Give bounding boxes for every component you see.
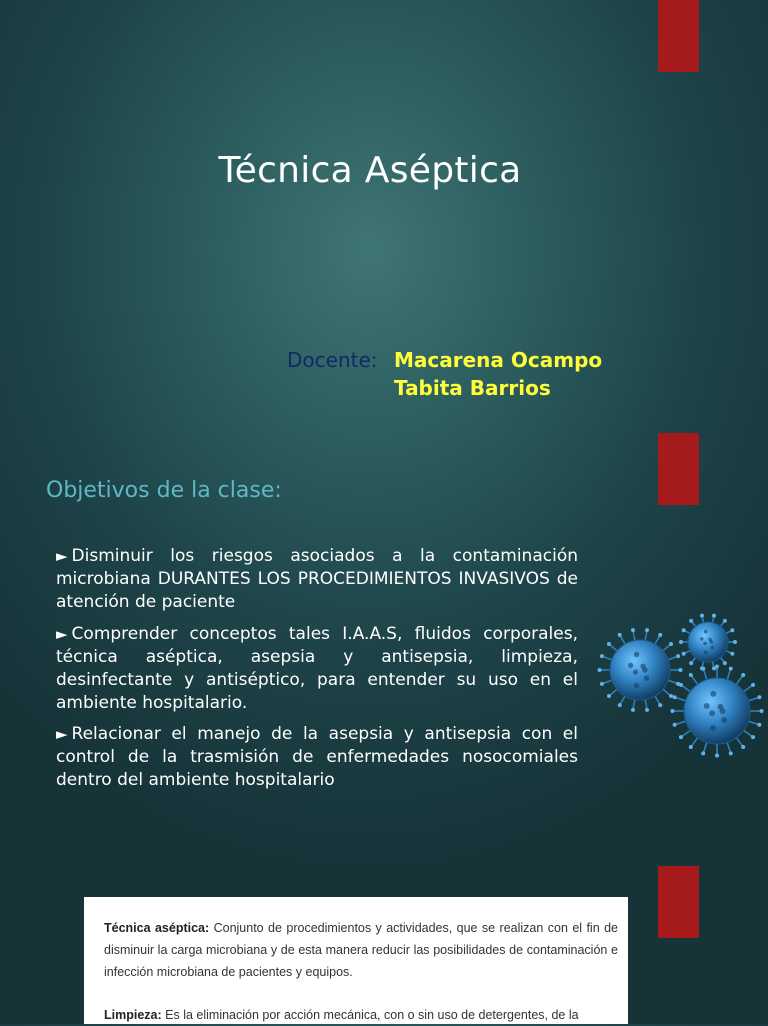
- docente-name: Macarena Ocampo: [394, 348, 603, 372]
- virus-icon: [598, 628, 683, 712]
- virus-icon: [670, 664, 763, 757]
- bullet-arrow-icon: ►: [56, 547, 68, 565]
- objective-item: [56, 723, 578, 792]
- bullet-arrow-icon: ►: [56, 625, 68, 643]
- docente-name: Tabita Barrios: [394, 376, 551, 400]
- bullet-arrow-icon: ►: [56, 725, 68, 743]
- objective-text: Relacionar el manejo de la asepsia y antisepsia con el control de la trasmisión de enfermedades nosocomiales dentro del ambiente hospitalario: [56, 724, 578, 790]
- objective-text: Comprender conceptos tales I.A.A.S, fluidos corporales, técnica aséptica, asepsia y antisepsia, limpieza, desinfectante y antiséptico, para entender su uso en el ambiente hospitalario.: [56, 624, 578, 713]
- definition-term: Limpieza:: [104, 1008, 162, 1022]
- red-accent-bar-bottom: [658, 866, 699, 938]
- objective-item: [56, 545, 578, 614]
- objectives-heading: Objetivos de la clase:: [46, 478, 282, 503]
- docente-label: Docente:: [287, 348, 378, 372]
- virus-icon: [679, 614, 737, 671]
- definition-text: Conjunto de procedimientos y actividades, que se realizan con el fin de disminuir la carga microbiana y de esta manera reducir las posibilidades de contaminación e infección microbiana de pacientes y equipos.: [104, 921, 618, 979]
- definition-text: Es la eliminación por acción mecánica, con o sin uso de detergentes, de la: [165, 1008, 579, 1022]
- definitions-panel: [84, 897, 628, 1024]
- red-accent-bar-middle: [658, 433, 699, 505]
- definition-tecnica: [104, 917, 618, 983]
- definition-term: Técnica aséptica:: [104, 921, 210, 935]
- slide-title: Técnica Aséptica: [218, 150, 522, 191]
- definition-limpieza: [104, 1004, 618, 1026]
- objective-item: [56, 623, 578, 715]
- red-accent-bar-top: [658, 0, 699, 72]
- objective-text: Disminuir los riesgos asociados a la contaminación microbiana DURANTES LOS PROCEDIMIENTOS INVASIVOS de atención de paciente: [56, 546, 578, 612]
- virus-illustration: [594, 608, 764, 758]
